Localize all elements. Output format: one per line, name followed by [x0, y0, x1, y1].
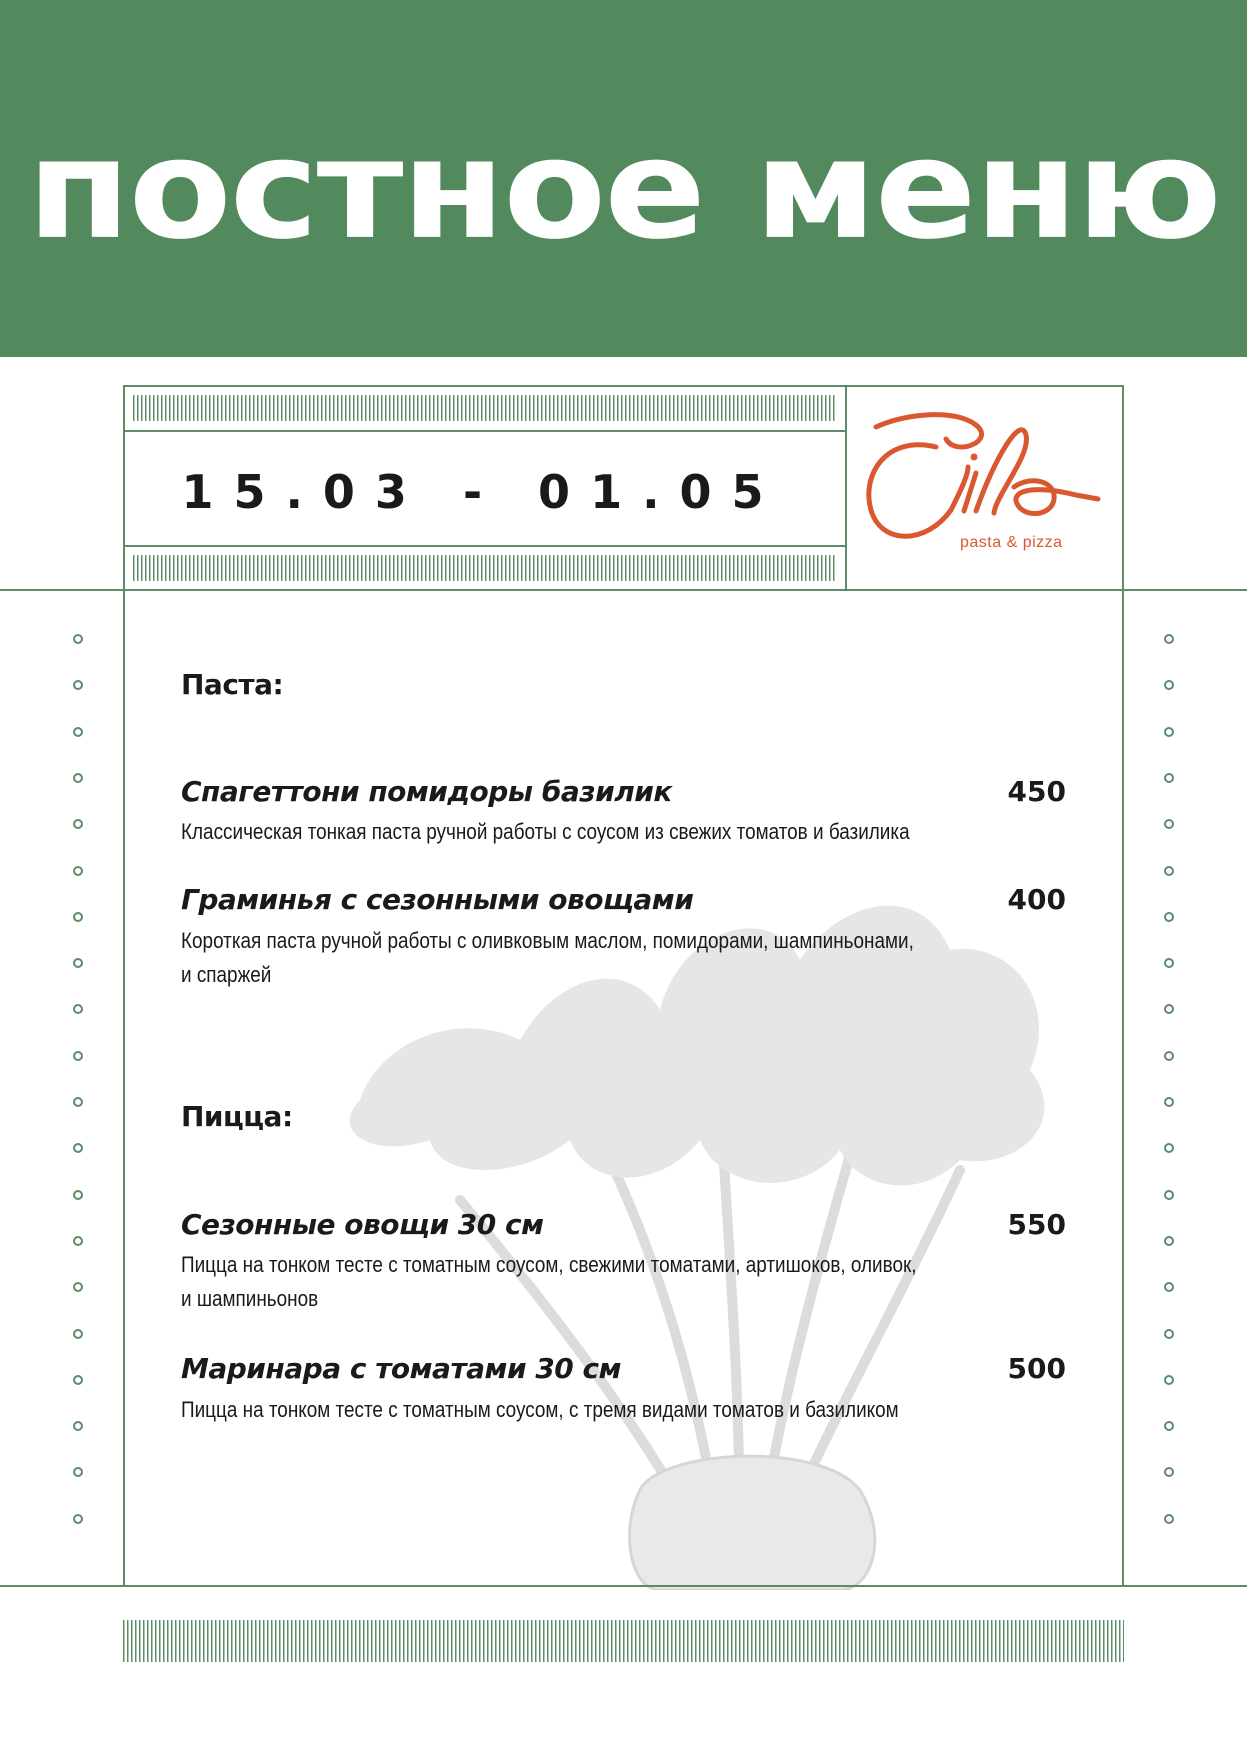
decor-dot: [73, 773, 83, 783]
menu-item-desc: [181, 1393, 921, 1427]
decor-dot: [1164, 1421, 1174, 1431]
menu-item-desc: [181, 924, 921, 992]
menu-item-name: Маринара с томатами 30 см: [181, 1352, 622, 1385]
menu-item-price: 500: [1007, 1352, 1066, 1385]
menu-item-desc: [181, 815, 921, 849]
decor-dot: [73, 1329, 83, 1339]
decor-dot: [73, 819, 83, 829]
desc-line: Короткая паста ручной работы с оливковым маслом, помидорами, шампиньонами,: [181, 928, 914, 953]
decor-dot: [1164, 1375, 1174, 1385]
decor-dot: [1164, 1282, 1174, 1292]
decor-dot: [73, 1282, 83, 1292]
decor-dot: [73, 866, 83, 876]
desc-line: и шампиньонов: [181, 1286, 319, 1311]
section-title-pasta: Паста:: [181, 668, 284, 701]
menu-item-desc: [181, 1248, 921, 1316]
decor-dot: [73, 680, 83, 690]
decor-dot: [73, 1190, 83, 1200]
decor-dot: [73, 1236, 83, 1246]
frame-date-bottom-line: [123, 545, 845, 547]
desc-line: и спаржей: [181, 962, 272, 987]
menu-item-price: 400: [1007, 883, 1066, 916]
decor-dot: [1164, 1143, 1174, 1153]
decor-dot: [73, 1051, 83, 1061]
section-title-pizza: Пицца:: [181, 1100, 293, 1133]
menu-item-name: Сезонные овощи 30 см: [181, 1208, 544, 1241]
frame-mid-line: [0, 589, 1247, 591]
decor-dot: [73, 727, 83, 737]
menu-item-name: Спагеттони помидоры базилик: [181, 775, 672, 808]
desc-line: Пицца на тонком тесте с томатным соусом, свежими томатами, артишоков, оливок,: [181, 1252, 917, 1277]
decor-dot: [1164, 819, 1174, 829]
decor-dot: [1164, 912, 1174, 922]
decor-dot: [1164, 1467, 1174, 1477]
hatch-bar-top: [133, 395, 837, 421]
menu-item-price: 550: [1007, 1208, 1066, 1241]
decor-dot: [1164, 866, 1174, 876]
decor-dot: [73, 1097, 83, 1107]
decor-dot: [1164, 634, 1174, 644]
decor-dot: [1164, 1097, 1174, 1107]
frame-left-line: [123, 385, 125, 1587]
decor-dot: [73, 1467, 83, 1477]
desc-line: Классическая тонкая паста ручной работы с соусом из свежих томатов и базилика: [181, 819, 910, 844]
menu-item-price: 450: [1007, 775, 1066, 808]
decor-dot: [1164, 1004, 1174, 1014]
decor-dot: [1164, 1236, 1174, 1246]
logo-tagline: pasta & pizza: [960, 534, 1063, 551]
decor-dot: [1164, 958, 1174, 968]
decor-dot: [1164, 1051, 1174, 1061]
decor-dot: [73, 912, 83, 922]
decor-dot: [1164, 680, 1174, 690]
decor-dot: [1164, 773, 1174, 783]
frame-bottom-line: [0, 1585, 1247, 1587]
decor-dot: [73, 1004, 83, 1014]
decor-dot: [73, 1514, 83, 1524]
decor-dot: [73, 634, 83, 644]
hatch-bar-under-date: [133, 555, 837, 581]
page-title: постное меню: [27, 109, 1220, 271]
decor-dot: [1164, 727, 1174, 737]
desc-line: Пицца на тонком тесте с томатным соусом, с тремя видами томатов и базиликом: [181, 1397, 899, 1422]
decor-dot: [1164, 1190, 1174, 1200]
decor-dot: [73, 1421, 83, 1431]
hatch-bar-footer: [123, 1620, 1124, 1662]
decor-dot: [73, 1143, 83, 1153]
menu-item-name: Граминья с сезонными овощами: [181, 883, 694, 916]
decor-dot: [1164, 1329, 1174, 1339]
frame-date-top-line: [123, 430, 845, 432]
frame-top-line: [123, 385, 1123, 387]
decor-dot: [73, 958, 83, 968]
date-range: 15.03 - 01.05: [181, 465, 784, 519]
decor-dot: [73, 1375, 83, 1385]
decor-dot: [1164, 1514, 1174, 1524]
